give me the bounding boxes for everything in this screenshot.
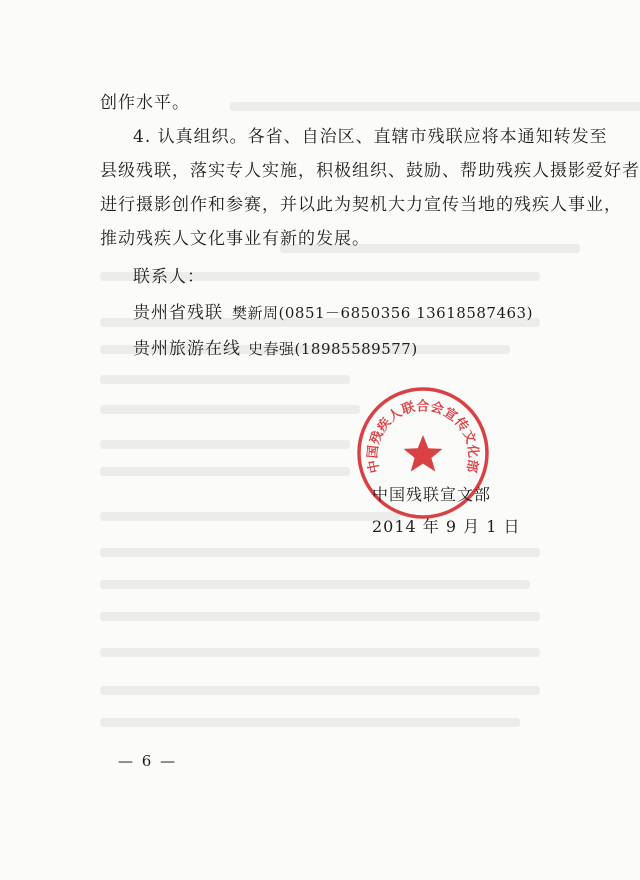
contact-person: 樊新周(0851－6850356 13618587463) [232,304,533,322]
contacts-label: 联系人： [133,267,205,287]
paragraph-end-text: 创作水平。 [100,93,190,113]
item-4-line-3: 进行摄影创作和参赛，并以此为契机大力宣传当地的残疾人事业， [100,195,622,215]
item-4-line-1: 4. 认真组织。各省、自治区、直辖市残联应将本通知转发至 [133,127,608,147]
signature-organization: 中国残联宣文部 [372,485,492,504]
seal-text: 中国残疾人联合会宣传文化部 [365,399,481,475]
item-4-line-2: 县级残联，落实专人实施，积极组织、鼓励、帮助残疾人摄影爱好者 [100,161,640,181]
contact-org: 贵州省残联 [133,303,223,323]
item-4-line-4: 推动残疾人文化事业有新的发展。 [100,229,370,249]
page-number: — 6 — [118,752,178,770]
contact-person: 史春强(18985589577) [248,340,418,358]
contact-org: 贵州旅游在线 [133,339,241,359]
signature-date: 2014 年 9 月 1 日 [372,517,521,536]
